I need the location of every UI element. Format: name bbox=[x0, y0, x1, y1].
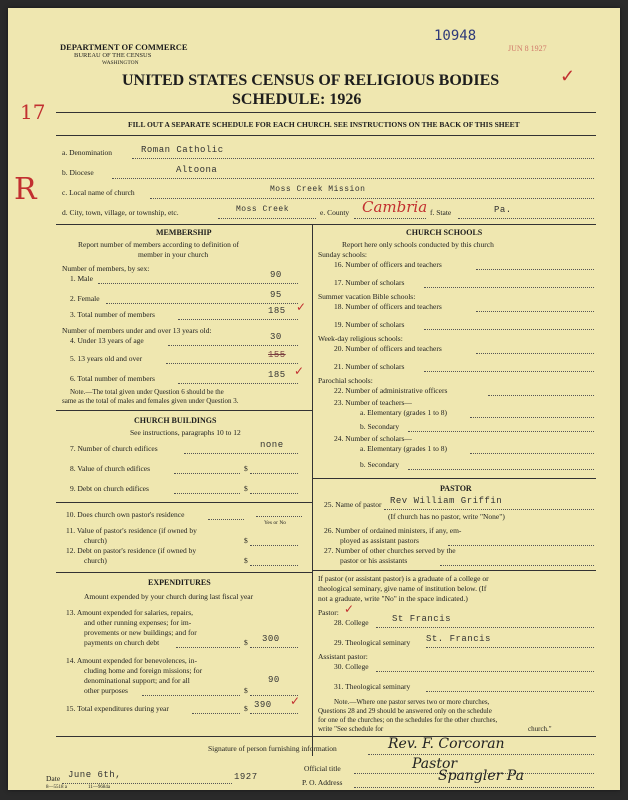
received-stamp: JUN 8 1927 bbox=[508, 44, 547, 53]
pastor-note-1: Note.—Where one pastor serves two or more churches, bbox=[334, 698, 490, 706]
q5-line bbox=[166, 363, 298, 364]
pastor-sub-label: Pastor: bbox=[318, 608, 339, 617]
q26-label-a: 26. Number of ordained ministers, if any, em- bbox=[324, 526, 462, 535]
form-number-1: 8—5518 a bbox=[46, 785, 67, 790]
graduate-note-2: theological seminary, give name of institution below. (If bbox=[318, 584, 487, 593]
pastor-note-5: church." bbox=[528, 725, 552, 733]
pastor-sub-check: ✓ bbox=[344, 602, 355, 616]
q21-label: 21. Number of scholars bbox=[334, 362, 405, 371]
q16-line bbox=[476, 269, 594, 270]
diocese-value: Altoona bbox=[176, 165, 218, 175]
assistant-label: Assistant pastor: bbox=[318, 652, 368, 661]
expenditures-rule bbox=[56, 572, 312, 573]
q24b-label: b. Secondary bbox=[360, 460, 400, 469]
washington-label: WASHINGTON bbox=[102, 60, 139, 66]
state-value: Pa. bbox=[494, 205, 512, 215]
q18-label: 18. Number of officers and teachers bbox=[334, 302, 442, 311]
po-address-label: P. O. Address bbox=[302, 778, 343, 787]
county-value: Cambria bbox=[362, 198, 428, 216]
q3-line bbox=[178, 319, 298, 320]
q24-label: 24. Number of scholars— bbox=[334, 434, 412, 443]
membership-intro-2: member in your church bbox=[138, 250, 209, 259]
q5-value: 155 bbox=[268, 350, 286, 360]
graduate-note-1: If pastor (or assistant pastor) is a graduate of a college or bbox=[318, 574, 489, 583]
q10-label: 10. Does church own pastor's residence bbox=[66, 510, 185, 519]
q8-line bbox=[174, 473, 240, 474]
q22-line bbox=[488, 395, 594, 396]
q20-line bbox=[476, 353, 594, 354]
date-label: Date bbox=[46, 774, 61, 783]
membership-note-2: same as the total of males and females given under Question 3. bbox=[62, 397, 239, 405]
q26-label-b: ployed as assistant pastors bbox=[340, 536, 419, 545]
official-title-label: Official title bbox=[304, 764, 341, 773]
q15-label: 15. Total expenditures during year bbox=[66, 704, 169, 713]
q2-line bbox=[106, 303, 298, 304]
q1-value: 90 bbox=[270, 270, 282, 280]
q13-label-c: provements or new buildings; and for bbox=[84, 628, 197, 637]
by-sex-label: Number of members, by sex: bbox=[62, 264, 150, 273]
q15-value: 390 bbox=[254, 700, 272, 710]
q8-dollar: $ bbox=[244, 464, 248, 473]
instruction-line: FILL OUT A SEPARATE SCHEDULE FOR EACH CHURCH. SEE INSTRUCTIONS ON THE BACK OF THIS SHEET bbox=[128, 120, 520, 129]
form-subtitle: SCHEDULE: 1926 bbox=[232, 91, 362, 108]
q8-amount-line bbox=[250, 473, 298, 474]
q7-label: 7. Number of church edifices bbox=[70, 444, 158, 453]
membership-note-1: Note.—The total given under Question 6 should be the bbox=[70, 388, 224, 396]
q14-dollar: $ bbox=[244, 686, 248, 695]
instruction-rule bbox=[56, 135, 596, 136]
q15-check: ✓ bbox=[290, 694, 301, 708]
q9-amount-line bbox=[250, 493, 298, 494]
footer-rule bbox=[56, 736, 596, 737]
state-line bbox=[458, 218, 594, 219]
q25-value: Rev William Griffin bbox=[390, 496, 503, 506]
q25-label: 25. Name of pastor bbox=[324, 500, 382, 509]
q3-label: 3. Total number of members bbox=[70, 310, 155, 319]
q24b-line bbox=[408, 469, 594, 470]
pastor-note-3: for one of the churches; on the schedules for the other churches, bbox=[318, 716, 498, 724]
q14-label-d: other purposes bbox=[84, 686, 128, 695]
q25-line bbox=[384, 509, 594, 510]
margin-number: 17 bbox=[20, 100, 46, 124]
q3-check: ✓ bbox=[296, 300, 307, 314]
q3-value: 185 bbox=[268, 306, 286, 316]
check-mark: ✓ bbox=[560, 66, 576, 87]
q13-dollar: $ bbox=[244, 638, 248, 647]
q21-line bbox=[424, 371, 594, 372]
graduate-note-3: not a graduate, write "No" in the space indicated.) bbox=[318, 594, 468, 603]
q25-note: (If church has no pastor, write "None") bbox=[388, 512, 505, 521]
pastor-note-2: Questions 28 and 29 should be answered only on the schedule bbox=[318, 707, 492, 715]
header-rule bbox=[56, 112, 596, 113]
date-line bbox=[62, 783, 232, 784]
sunday-label: Sunday schools: bbox=[318, 250, 367, 259]
q24a-line bbox=[470, 453, 594, 454]
q13-amount-line bbox=[250, 647, 298, 648]
q28-line bbox=[376, 627, 594, 628]
denomination-label: a. Denomination bbox=[62, 148, 112, 157]
q1-label: 1. Male bbox=[70, 274, 93, 283]
date-year: 1927 bbox=[234, 772, 258, 782]
signature-line bbox=[368, 754, 594, 755]
q10-rule bbox=[56, 502, 312, 503]
q15-amount-line bbox=[250, 713, 298, 714]
denomination-value: Roman Catholic bbox=[141, 145, 224, 155]
city-label: d. City, town, village, or township, etc. bbox=[62, 208, 179, 217]
buildings-rule bbox=[56, 410, 312, 411]
margin-letter: R bbox=[14, 172, 37, 207]
summer-label: Summer vacation Bible schools: bbox=[318, 292, 416, 301]
age-intro: Number of members under and over 13 years old: bbox=[62, 326, 212, 335]
q9-line bbox=[174, 493, 240, 494]
po-address-value: Spangler Pa bbox=[438, 768, 524, 784]
q23b-line bbox=[408, 431, 594, 432]
q4-line bbox=[168, 345, 298, 346]
bureau-label: BUREAU OF THE CENSUS bbox=[74, 52, 152, 59]
q18-line bbox=[476, 311, 594, 312]
q14-label-c: denominational support; and for all bbox=[84, 676, 190, 685]
form-number-2: 11—9684a bbox=[88, 785, 111, 790]
po-address-line bbox=[354, 787, 594, 788]
diocese-line bbox=[112, 178, 594, 179]
q9-dollar: $ bbox=[244, 484, 248, 493]
signature-label: Signature of person furnishing information bbox=[208, 744, 337, 753]
dept-label: DEPARTMENT OF COMMERCE bbox=[60, 42, 188, 52]
state-label: f. State bbox=[430, 208, 452, 217]
q11-label-a: 11. Value of pastor's residence (if owned by bbox=[66, 526, 197, 535]
q27-label-a: 27. Number of other churches served by the bbox=[324, 546, 456, 555]
q23-label: 23. Number of teachers— bbox=[334, 398, 412, 407]
q23b-label: b. Secondary bbox=[360, 422, 400, 431]
q14-line bbox=[142, 695, 240, 696]
q12-label-b: church) bbox=[84, 556, 107, 565]
q7-value: none bbox=[260, 440, 284, 450]
q11-label-b: church) bbox=[84, 536, 107, 545]
q4-value: 30 bbox=[270, 332, 282, 342]
signature-value: Rev. F. Corcoran bbox=[388, 736, 505, 752]
q19-label: 19. Number of scholars bbox=[334, 320, 405, 329]
q28-value: St Francis bbox=[392, 614, 452, 624]
q17-line bbox=[424, 287, 594, 288]
q26-line bbox=[448, 545, 594, 546]
membership-intro-1: Report number of members according to definition of bbox=[78, 240, 239, 249]
q9-label: 9. Debt on church edifices bbox=[70, 484, 149, 493]
q13-value: 300 bbox=[262, 634, 280, 644]
section-top-rule bbox=[56, 224, 596, 225]
q22-label: 22. Number of administrative officers bbox=[334, 386, 448, 395]
q6-check: ✓ bbox=[294, 364, 305, 378]
q6-label: 6. Total number of members bbox=[70, 374, 155, 383]
parochial-label: Parochial schools: bbox=[318, 376, 373, 385]
q23a-label: a. Elementary (grades 1 to 8) bbox=[360, 408, 448, 417]
expenditures-sub: Amount expended by your church during last fiscal year bbox=[84, 592, 254, 601]
q6-value: 185 bbox=[268, 370, 286, 380]
q2-label: 2. Female bbox=[70, 294, 100, 303]
q13-label-b: and other running expenses; for im- bbox=[84, 618, 192, 627]
q13-label-a: 13. Amount expended for salaries, repairs, bbox=[66, 608, 194, 617]
graduate-rule bbox=[312, 570, 596, 571]
q12-label-a: 12. Debt on pastor's residence (if owned by bbox=[66, 546, 197, 555]
q28-label: 28. College bbox=[334, 618, 369, 627]
q14-label-a: 14. Amount expended for benevolences, in- bbox=[66, 656, 198, 665]
diocese-label: b. Diocese bbox=[62, 168, 94, 177]
q11-dollar: $ bbox=[244, 536, 248, 545]
q30-line bbox=[376, 671, 594, 672]
q10-answer-line bbox=[256, 516, 302, 517]
q29-value: St. Francis bbox=[426, 634, 491, 644]
q23a-line bbox=[470, 417, 594, 418]
q15-dollar: $ bbox=[244, 704, 248, 713]
q16-label: 16. Number of officers and teachers bbox=[334, 260, 442, 269]
center-divider bbox=[312, 224, 313, 756]
county-label: e. County bbox=[320, 208, 350, 217]
q20-label: 20. Number of officers and teachers bbox=[334, 344, 442, 353]
q27-label-b: pastor or his assistants bbox=[340, 556, 408, 565]
q2-value: 95 bbox=[270, 290, 282, 300]
schools-title: CHURCH SCHOOLS bbox=[406, 228, 483, 237]
q17-label: 17. Number of scholars bbox=[334, 278, 405, 287]
q4-label: 4. Under 13 years of age bbox=[70, 336, 144, 345]
city-value: Moss Creek bbox=[236, 205, 290, 214]
church-name-label: c. Local name of church bbox=[62, 188, 135, 197]
q29-line bbox=[426, 647, 594, 648]
pastor-note-4: write "See schedule for bbox=[318, 725, 384, 733]
q5-label: 5. 13 years old and over bbox=[70, 354, 143, 363]
church-name-value: Moss Creek Mission bbox=[270, 185, 366, 194]
q15-line bbox=[192, 713, 240, 714]
yes-no-hint: Yes or No bbox=[264, 520, 287, 526]
pastor-rule bbox=[312, 478, 596, 479]
q6-line bbox=[178, 383, 298, 384]
q27-line bbox=[440, 565, 594, 566]
q12-dollar: $ bbox=[244, 556, 248, 565]
county-line bbox=[354, 218, 426, 219]
form-title: UNITED STATES CENSUS OF RELIGIOUS BODIES bbox=[122, 72, 500, 89]
q14-label-b: cluding home and foreign missions; for bbox=[84, 666, 203, 675]
buildings-title: CHURCH BUILDINGS bbox=[134, 416, 217, 425]
q31-label: 31. Theological seminary bbox=[334, 682, 411, 691]
denomination-line bbox=[132, 158, 594, 159]
q30-label: 30. College bbox=[334, 662, 369, 671]
q13-line bbox=[176, 647, 240, 648]
q11-amount-line bbox=[250, 545, 298, 546]
pastor-title: PASTOR bbox=[440, 484, 472, 493]
census-schedule-sheet bbox=[8, 8, 620, 790]
q24a-label: a. Elementary (grades 1 to 8) bbox=[360, 444, 448, 453]
q1-line bbox=[98, 283, 298, 284]
membership-title: MEMBERSHIP bbox=[156, 228, 212, 237]
serial-number: 10948 bbox=[434, 28, 477, 44]
buildings-sub: See instructions, paragraphs 10 to 12 bbox=[130, 428, 241, 437]
expenditures-title: EXPENDITURES bbox=[148, 578, 211, 587]
q12-amount-line bbox=[250, 565, 298, 566]
q19-line bbox=[424, 329, 594, 330]
schools-sub: Report here only schools conducted by this church bbox=[342, 240, 494, 249]
q13-label-d: payments on church debt bbox=[84, 638, 160, 647]
q8-label: 8. Value of church edifices bbox=[70, 464, 151, 473]
q10-line bbox=[208, 519, 244, 520]
q14-value: 90 bbox=[268, 675, 280, 685]
weekday-label: Week-day religious schools: bbox=[318, 334, 403, 343]
official-title-value: Pastor bbox=[412, 756, 458, 772]
q31-line bbox=[426, 691, 594, 692]
date-value: June 6th, bbox=[68, 770, 122, 780]
city-line bbox=[218, 218, 316, 219]
q7-line bbox=[184, 453, 298, 454]
q29-label: 29. Theological seminary bbox=[334, 638, 411, 647]
